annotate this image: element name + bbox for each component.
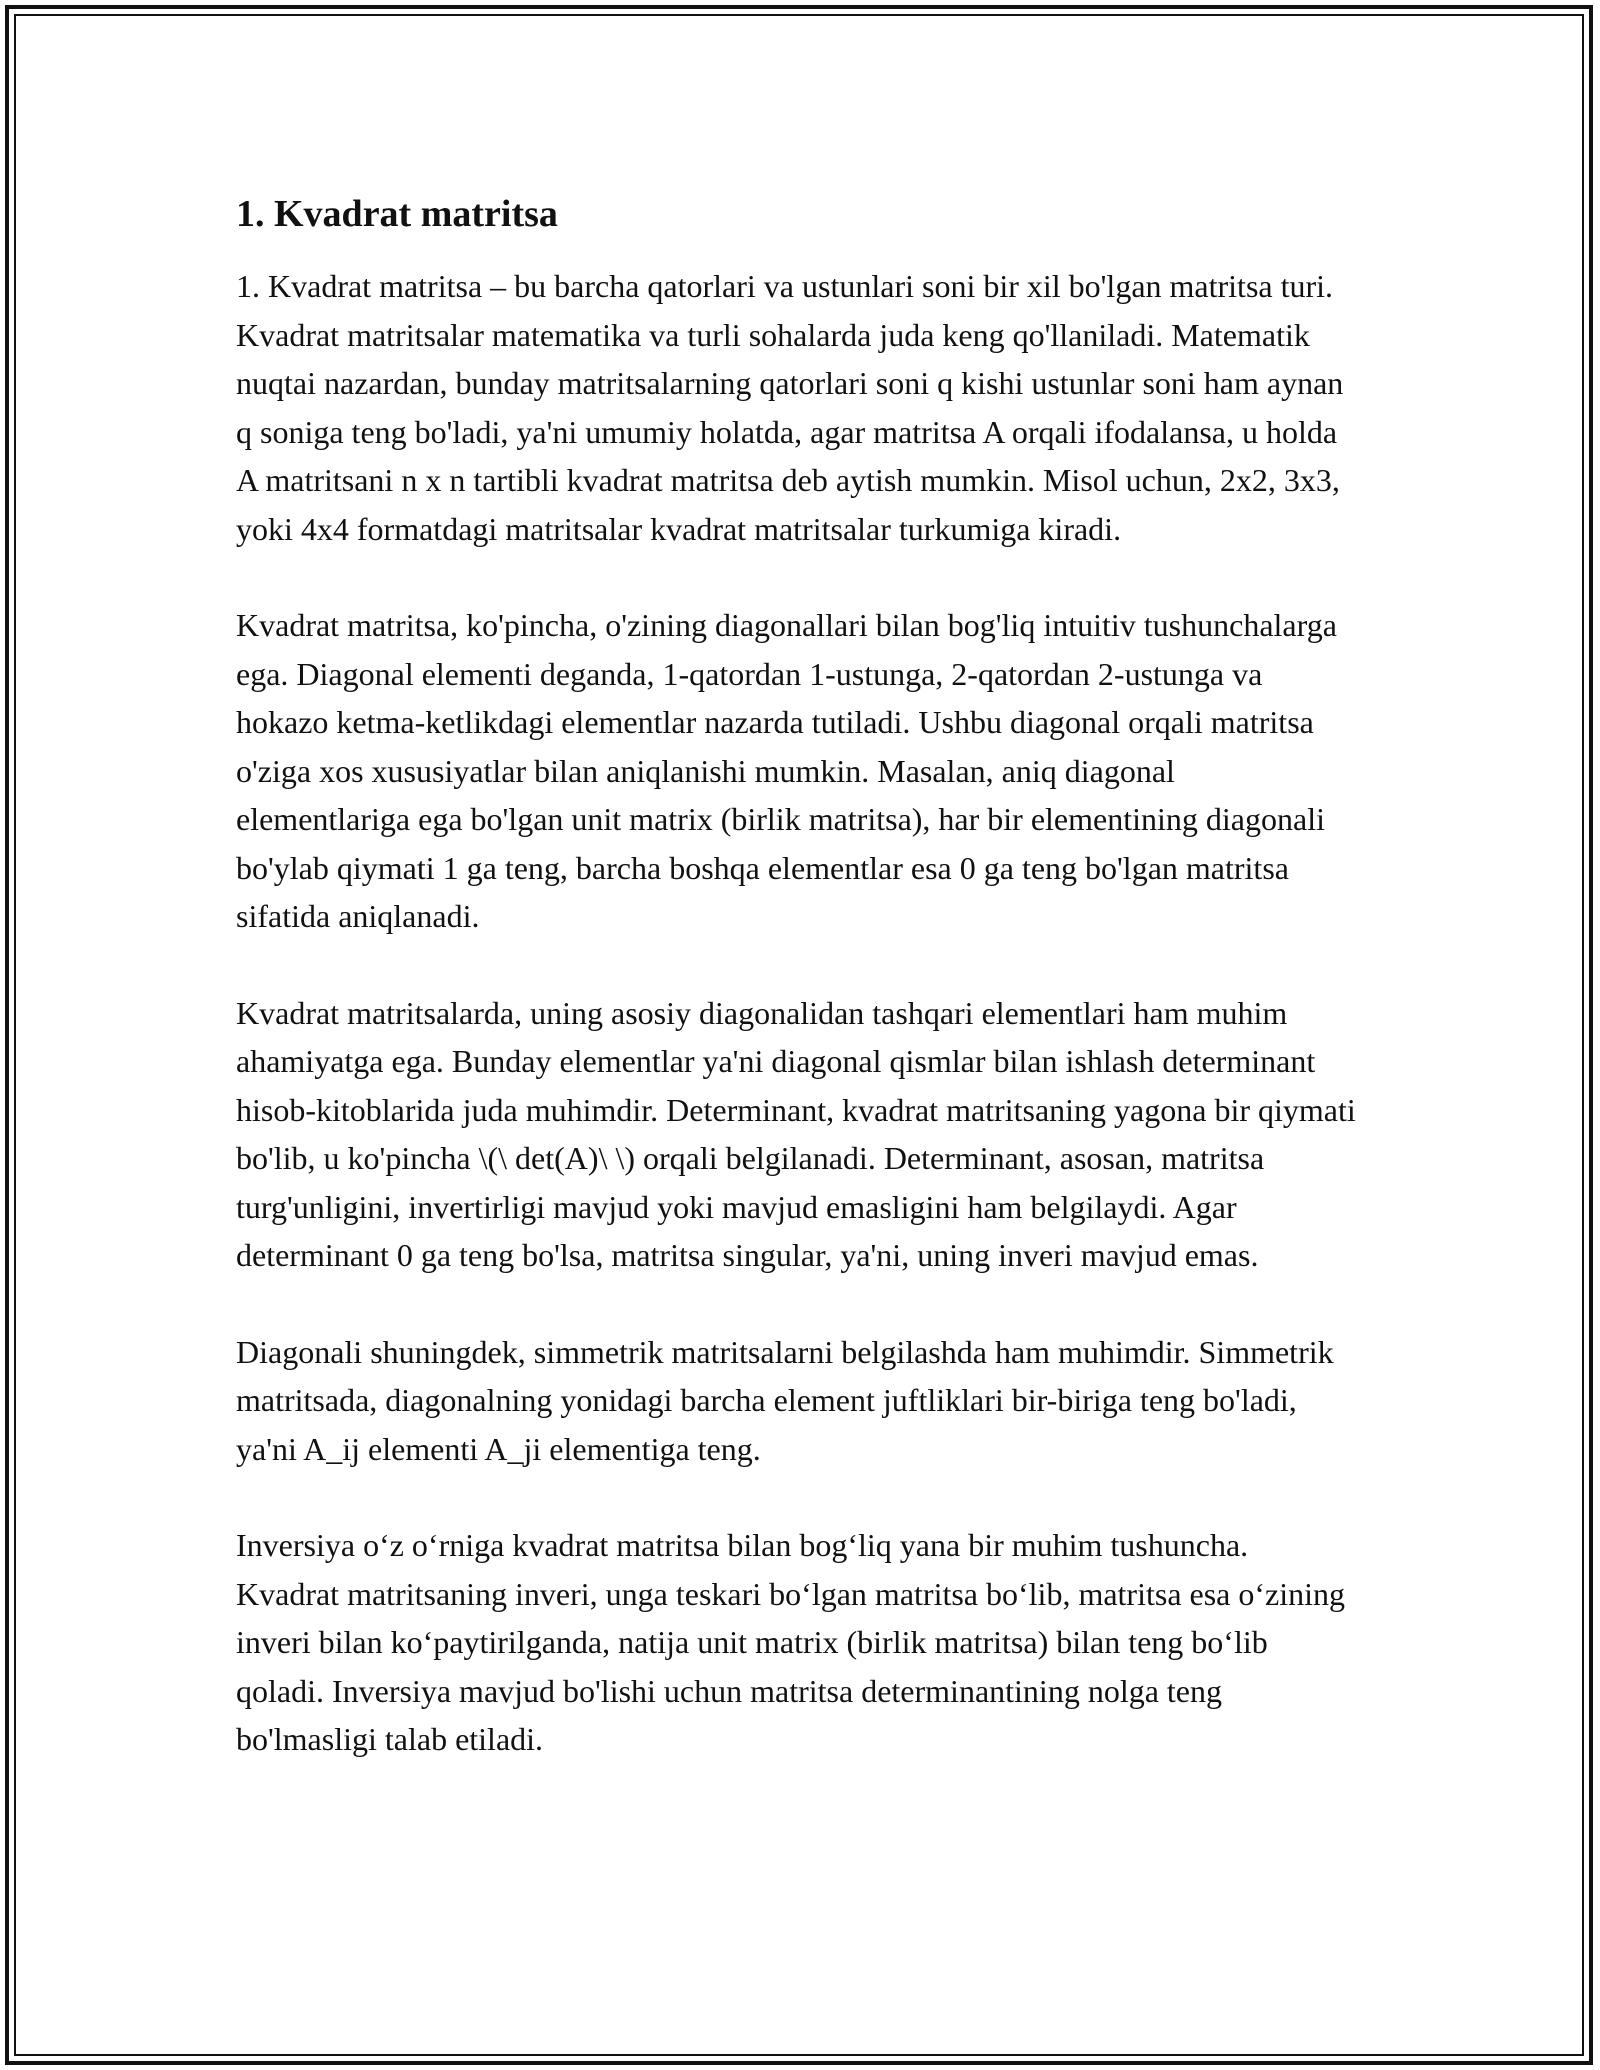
paragraph-2: Kvadrat matritsa, ko'pincha, o'zining diagonallari bilan bog'liq intuitiv tushunchalarga ega. Diagonal elementi deganda, 1-qatordan 1-ustunga, 2-qatordan 2-ustunga va hokazo ketma-ketlikdagi elementlar nazarda tutiladi. Ushbu diagonal orqali matritsa o'ziga xos xususiyatlar bilan aniqlanishi mumkin. Masalan, aniq diagonal elementlariga ega bo'lgan unit matrix (birlik matritsa), har bir elementining diagonali bo'ylab qiymati 1 ga teng, barcha boshqa elementlar esa 0 ga teng bo'lgan matritsa sifatida aniqlanadi. xyxy=(236,607,1337,934)
document-body xyxy=(236,186,1356,1812)
paragraph-3: Kvadrat matritsalarda, uning asosiy diagonalidan tashqari elementlari ham muhim ahamiyatga ega. Bunday elementlar ya'ni diagonal qismlar bilan ishlash determinant hisob-kitoblarida juda muhimdir. Determinant, kvadrat matritsaning yagona bir qiymati bo'lib, u ko'pincha \(\ det(A)\ \) orqali belgilanadi. Determinant, asosan, matritsa turg'unligini, invertirligi mavjud yoki mavjud emasligini ham belgilaydi. Agar determinant 0 ga teng bo'lsa, matritsa singular, ya'ni, uning inveri mavjud emas. xyxy=(236,994,1356,1273)
page-title: 1. Kvadrat matritsa xyxy=(236,193,558,235)
paragraph-4: Diagonali shuningdek, simmetrik matritsalarni belgilashda ham muhimdir. Simmetrik matritsada, diagonalning yonidagi barcha element juftliklari bir-biriga teng bo'ladi, ya'ni A_ij elementi A_ji elementiga teng. xyxy=(236,1333,1334,1467)
paragraph-5: Inversiya o‘z o‘rniga kvadrat matritsa bilan bog‘liq yana bir muhim tushuncha. Kvadrat matritsaning inveri, unga teskari bo‘lgan matritsa bo‘lib, matritsa esa o‘zining inveri bilan ko‘paytirilganda, natija unit matrix (birlik matritsa) bilan teng bo‘lib qoladi. Inversiya mavjud bo'lishi uchun matritsa determinantining nolga teng bo'lmasligi talab etiladi. xyxy=(236,1527,1346,1757)
paragraph-1: 1. Kvadrat matritsa – bu barcha qatorlari va ustunlari soni bir xil bo'lgan matritsa turi. Kvadrat matritsalar matematika va turli sohalarda juda keng qo'llaniladi. Matematik nuqtai nazardan, bunday matritsalarning qatorlari soni q kishi ustunlar soni ham aynan q soniga teng bo'ladi, ya'ni umumiy holatda, agar matritsa A orqali ifodalansa, u holda A matritsani n x n tartibli kvadrat matritsa deb aytish mumkin. Misol uchun, 2x2, 3x3, yoki 4x4 formatdagi matritsalar kvadrat matritsalar turkumiga kiradi. xyxy=(236,268,1344,547)
